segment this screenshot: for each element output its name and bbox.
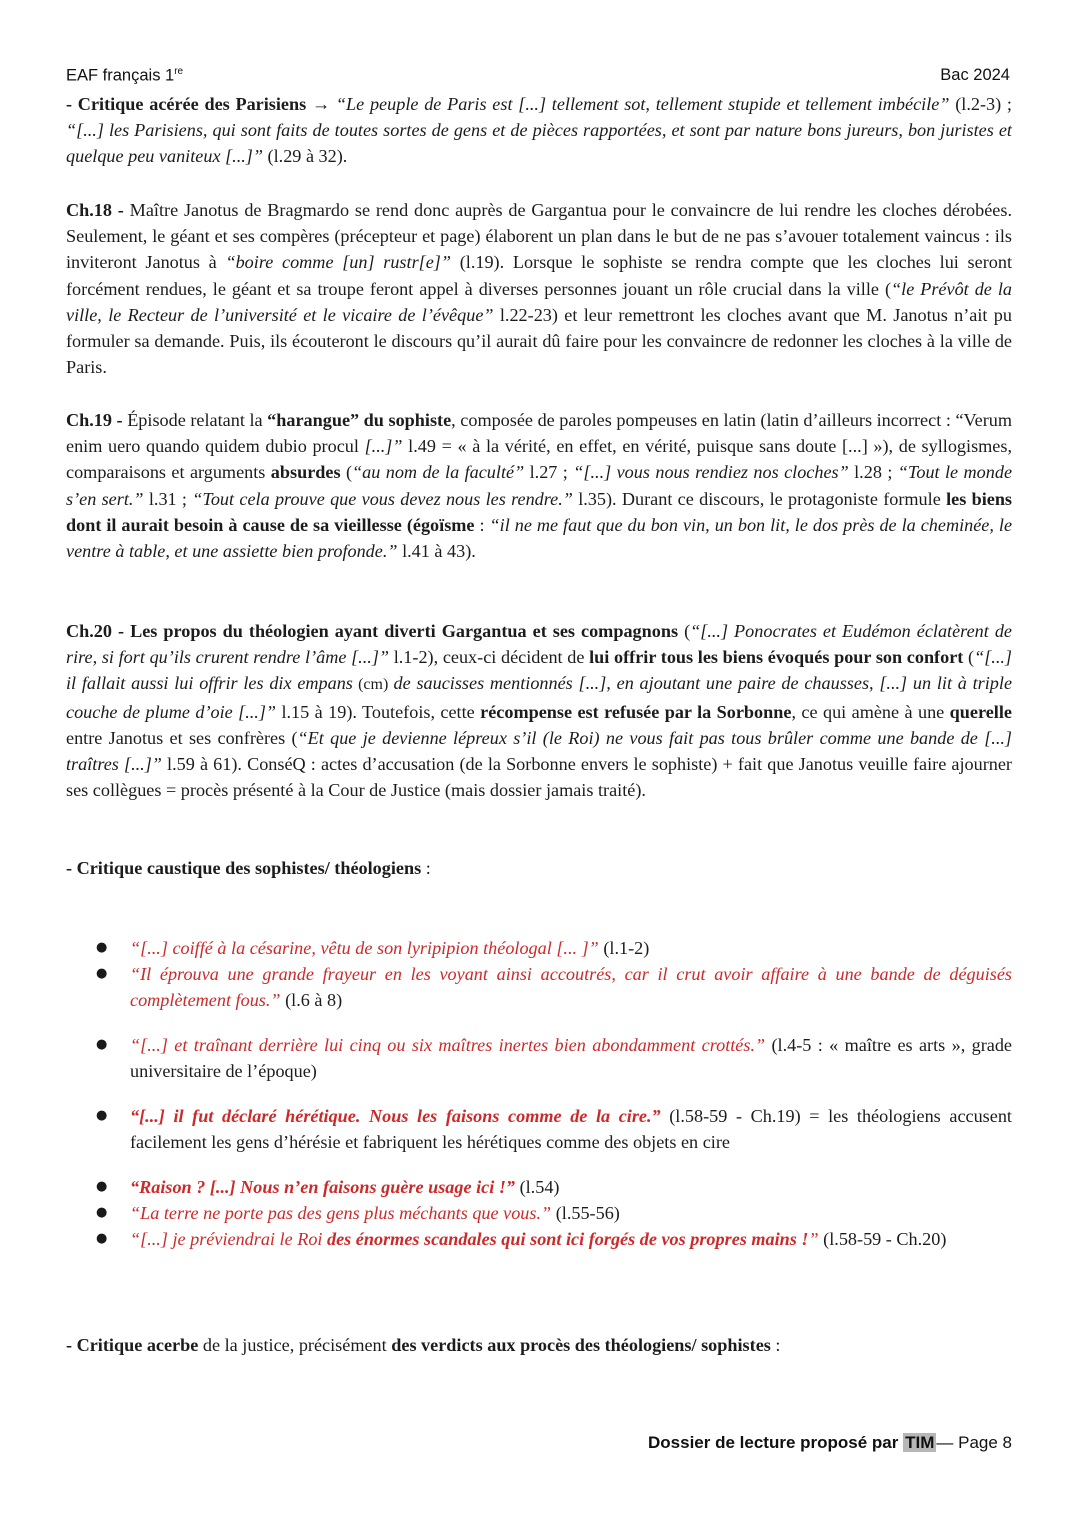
header-exam: Bac 2024 — [940, 66, 1010, 84]
paragraph-critique-parisiens: - Critique acérée des Parisiens → “Le peuple de Paris est [...] tellement sot, tellement stupide et tellement imbécile” (l.2-3) ; “[...] les Parisiens, qui sont faits de toutes sortes de gens et de pièces rapportées, et sont par nature bons jureurs, bon juristes et quelque peu vaniteux [...]” (l.29 à 32). — [66, 94, 1012, 167]
list-item: ● “Il éprouva une grande frayeur en les voyant ainsi accoutrés, car il crut avoir affaire à une bande de déguisés complètement fous.” (l.6 à 8) — [66, 961, 1012, 1013]
quote-list-a — [66, 935, 1012, 1014]
list-item: ● “[...] coiffé à la césarine, vêtu de son lyripipion théologal [... ]” (l.1-2) — [66, 935, 1012, 961]
list-item: ● “Raison ? [...] Nous n’en faisons guère usage ici !” (l.54) — [66, 1174, 1012, 1200]
list-item: ● “[...] il fut déclaré hérétique. Nous les faisons comme de la cire.” (l.58-59 - Ch.19) = les théologiens accusent facilement les gens d’hérésie et fabriquent les hérétiques comme des objets en cire — [66, 1103, 1012, 1155]
heading-critique-sophistes: - Critique caustique des sophistes/ théologiens : — [66, 858, 431, 878]
author-highlight: TIM — [905, 1433, 935, 1452]
list-item: ● “[...] je préviendrai le Roi des énormes scandales qui sont ici forgés de vos propres mains !” (l.58-59 - Ch.20) — [66, 1226, 1012, 1252]
quote-list-b — [66, 1032, 1012, 1084]
quote-list-d — [66, 1174, 1012, 1253]
paragraph-ch20: Ch.20 - Les propos du théologien ayant diverti Gargantua et ses compagnons (“[...] Ponocrates et Eudémon éclatèrent de rire, si fort qu’ils crurent rendre l’âme [...]” l.1-2), ceux-ci décident de lui offrir tous les biens évoqués pour son confort (“[...] il fallait aussi lui offrir les dix empans (cm) de saucisses mentionnés [...], en ajoutant une paire de chausses, [...] un lit à triple couche de plume d’oie [...]” l.15 à 19). Toutefois, cette récompense est refusée par la Sorbonne, ce qui amène à une querelle entre Janotus et ses confrères (“Et que je devienne lépreux s’il (le Roi) ne vous fait pas tous brûler comme une bande de [...] traîtres [...]” l.59 à 61). ConséQ : actes d’accusation (de la Sorbonne envers le sophiste) + fait que Janotus veuille faire ajourner ses collègues = procès présenté à la Cour de Justice (mais dossier jamais traité). — [66, 621, 1013, 801]
heading-critique-justice: - Critique acerbe de la justice, précisément des verdicts aux procès des théologiens/ sophistes : — [66, 1335, 781, 1355]
paragraph-ch19: Ch.19 - Épisode relatant la “harangue” du sophiste, composée de paroles pompeuses en latin (latin d’ailleurs incorrect : “Verum enim uero quando quidem dubio procul [...]” l.49 = « à la vérité, en effet, en vérité, puisque sans doute [...] »), de syllogismes, comparaisons et arguments absurdes (“au nom de la faculté” l.27 ; “[...] vous nous rendiez nos cloches” l.28 ; “Tout le monde s’en sert.” l.31 ; “Tout cela prouve que vous devez nous les rendre.” l.35). Durant ce discours, le protagoniste formule les biens dont il aurait besoin à cause de sa vieillesse (égoïsme : “il ne me faut que du bon vin, un bon lit, le dos près de la cheminée, le ventre à table, et une assiette bien profonde.” l.41 à 43). — [66, 410, 1013, 562]
page-number: — Page 8 — [936, 1433, 1012, 1452]
quote-list-c — [66, 1103, 1012, 1155]
page-footer: Dossier de lecture proposé par TIM — Page 8 — [648, 1433, 1012, 1452]
list-item: ● “[...] et traînant derrière lui cinq ou six maîtres inertes bien abondamment crottés.” (l.4-5 : « maître es arts », grade universitaire de l’époque) — [66, 1032, 1012, 1084]
paragraph-ch18: Ch.18 - Maître Janotus de Bragmardo se rend donc auprès de Gargantua pour le convaincre de lui rendre les cloches dérobées. Seulement, le géant et ses compères (précepteur et page) élaborent un plan dans le but de ne pas s’avouer totalement vaincus : ils inviteront Janotus à “boire comme [un] rustr[e]” (l.19). Lorsque le sophiste se rendra compte que les cloches lui seront forcément rendues, le géant et sa troupe feront appel à diverses personnes jouant un rôle crucial dans la ville (“le Prévôt de la ville, le Recteur de l’université et le vicaire de l’évêque” l.22-23) et leur remettront les cloches avant que M. Janotus n’ait pu formuler sa demande. Puis, ils écouteront le discours qu’il aurait dû faire pour les convaincre de redonner les cloches à la ville de Paris. — [66, 200, 1013, 378]
list-item: ● “La terre ne porte pas des gens plus méchants que vous.” (l.55-56) — [66, 1200, 1012, 1226]
header-course: EAF français 1re — [66, 66, 184, 85]
